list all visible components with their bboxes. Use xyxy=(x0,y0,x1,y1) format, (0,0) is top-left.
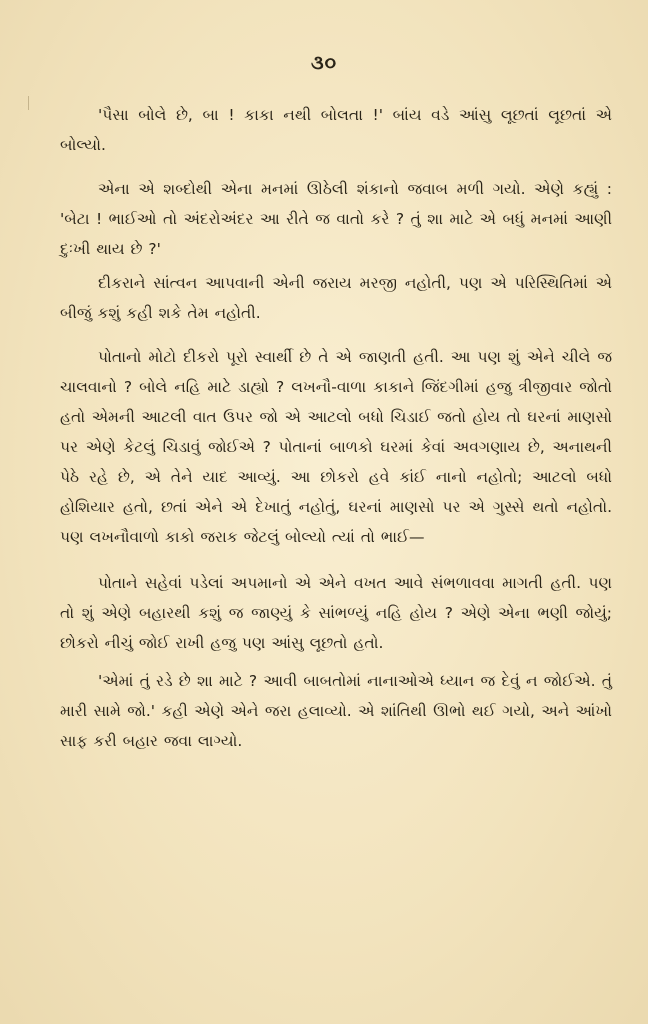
paragraph: દીકરાને સાંત્વન આપવાની એની જરાય મરજી નહોતી, પણ એ પરિસ્થિતિમાં એ બીજું કશું કહી શકે તેમ નહોતી. xyxy=(60,274,612,322)
page-number: ૩૦ xyxy=(310,52,338,74)
paragraph: 'એમાં તું રડે છે શા માટે ? આવી બાબતોમાં નાનાઓએ ધ્યાન જ દેવું ન જોઈએ. તું મારી સામે જો.' કહી એણે એને જરા હલાવ્યો. એ શાંતિથી ઊભો થઈ ગયો, અને આંખો સાફ કરી બહાર જવા લાગ્યો. xyxy=(60,672,612,750)
paragraph: પોતાને સહેવાં પડેલાં અપમાનો એ એને વખત આવે સંભળાવવા માગતી હતી. પણ તો શું એણે બહારથી કશું જ જાણ્યું કે સાંભળ્યું નહિ હોય ? એણે એના ભણી જોયું; છોકરો નીચું જોઈ રાખી હજુ પણ આંસુ લૂછતો હતો. xyxy=(60,574,612,652)
paragraph: 'પૈસા બોલે છે, બા ! કાકા નથી બોલતા !' બાંય વડે આંસુ લૂછતાં લૂછતાં એ બોલ્યો. xyxy=(60,106,612,154)
paragraph: એના એ શબ્દોથી એના મનમાં ઊઠેલી શંકાનો જવાબ મળી ગયો. એણે કહ્યું : 'બેટા ! ભાઈઓ તો અંદરોઅંદર આ રીતે જ વાતો કરે ? તું શા માટે એ બધું મનમાં આણી દુઃખી થાય છે ?' xyxy=(60,180,612,258)
margin-mark xyxy=(28,96,29,110)
paragraph: પોતાનો મોટો દીકરો પૂરો સ્વાર્થી છે તે એ જાણતી હતી. આ પણ શું એને ચીલે જ ચાલવાનો ? બોલે નહિ માટે ડાહ્યો ? લખનૌ-વાળા કાકાને જિંદગીમાં હજુ ત્રીજીવાર જોતો હતો એમની આટલી વાત ઉપર જો એ આટલો બધો ચિડાઈ જતો હોય તો ઘરનાં માણસો પર એણે કેટલું ચિડાવું જોઈએ ? પોતાનાં બાળકો ઘરમાં કેવાં અવગણાય છે, અનાથની પેઠે રહે છે, એ તેને યાદ આવ્યું. આ છોકરો હવે કાંઈ નાનો નહોતો; આટલો બધો હોશિયાર હતો, છતાં એને એ દેખાતું નહોતું, ઘરનાં માણસો પર એ ગુસ્સે થતો નહોતો. પણ લખનૌવાળો કાકો જરાક જેટલું બોલ્યો ત્યાં તો ભાઈ— xyxy=(60,348,612,546)
body-text xyxy=(60,90,612,756)
